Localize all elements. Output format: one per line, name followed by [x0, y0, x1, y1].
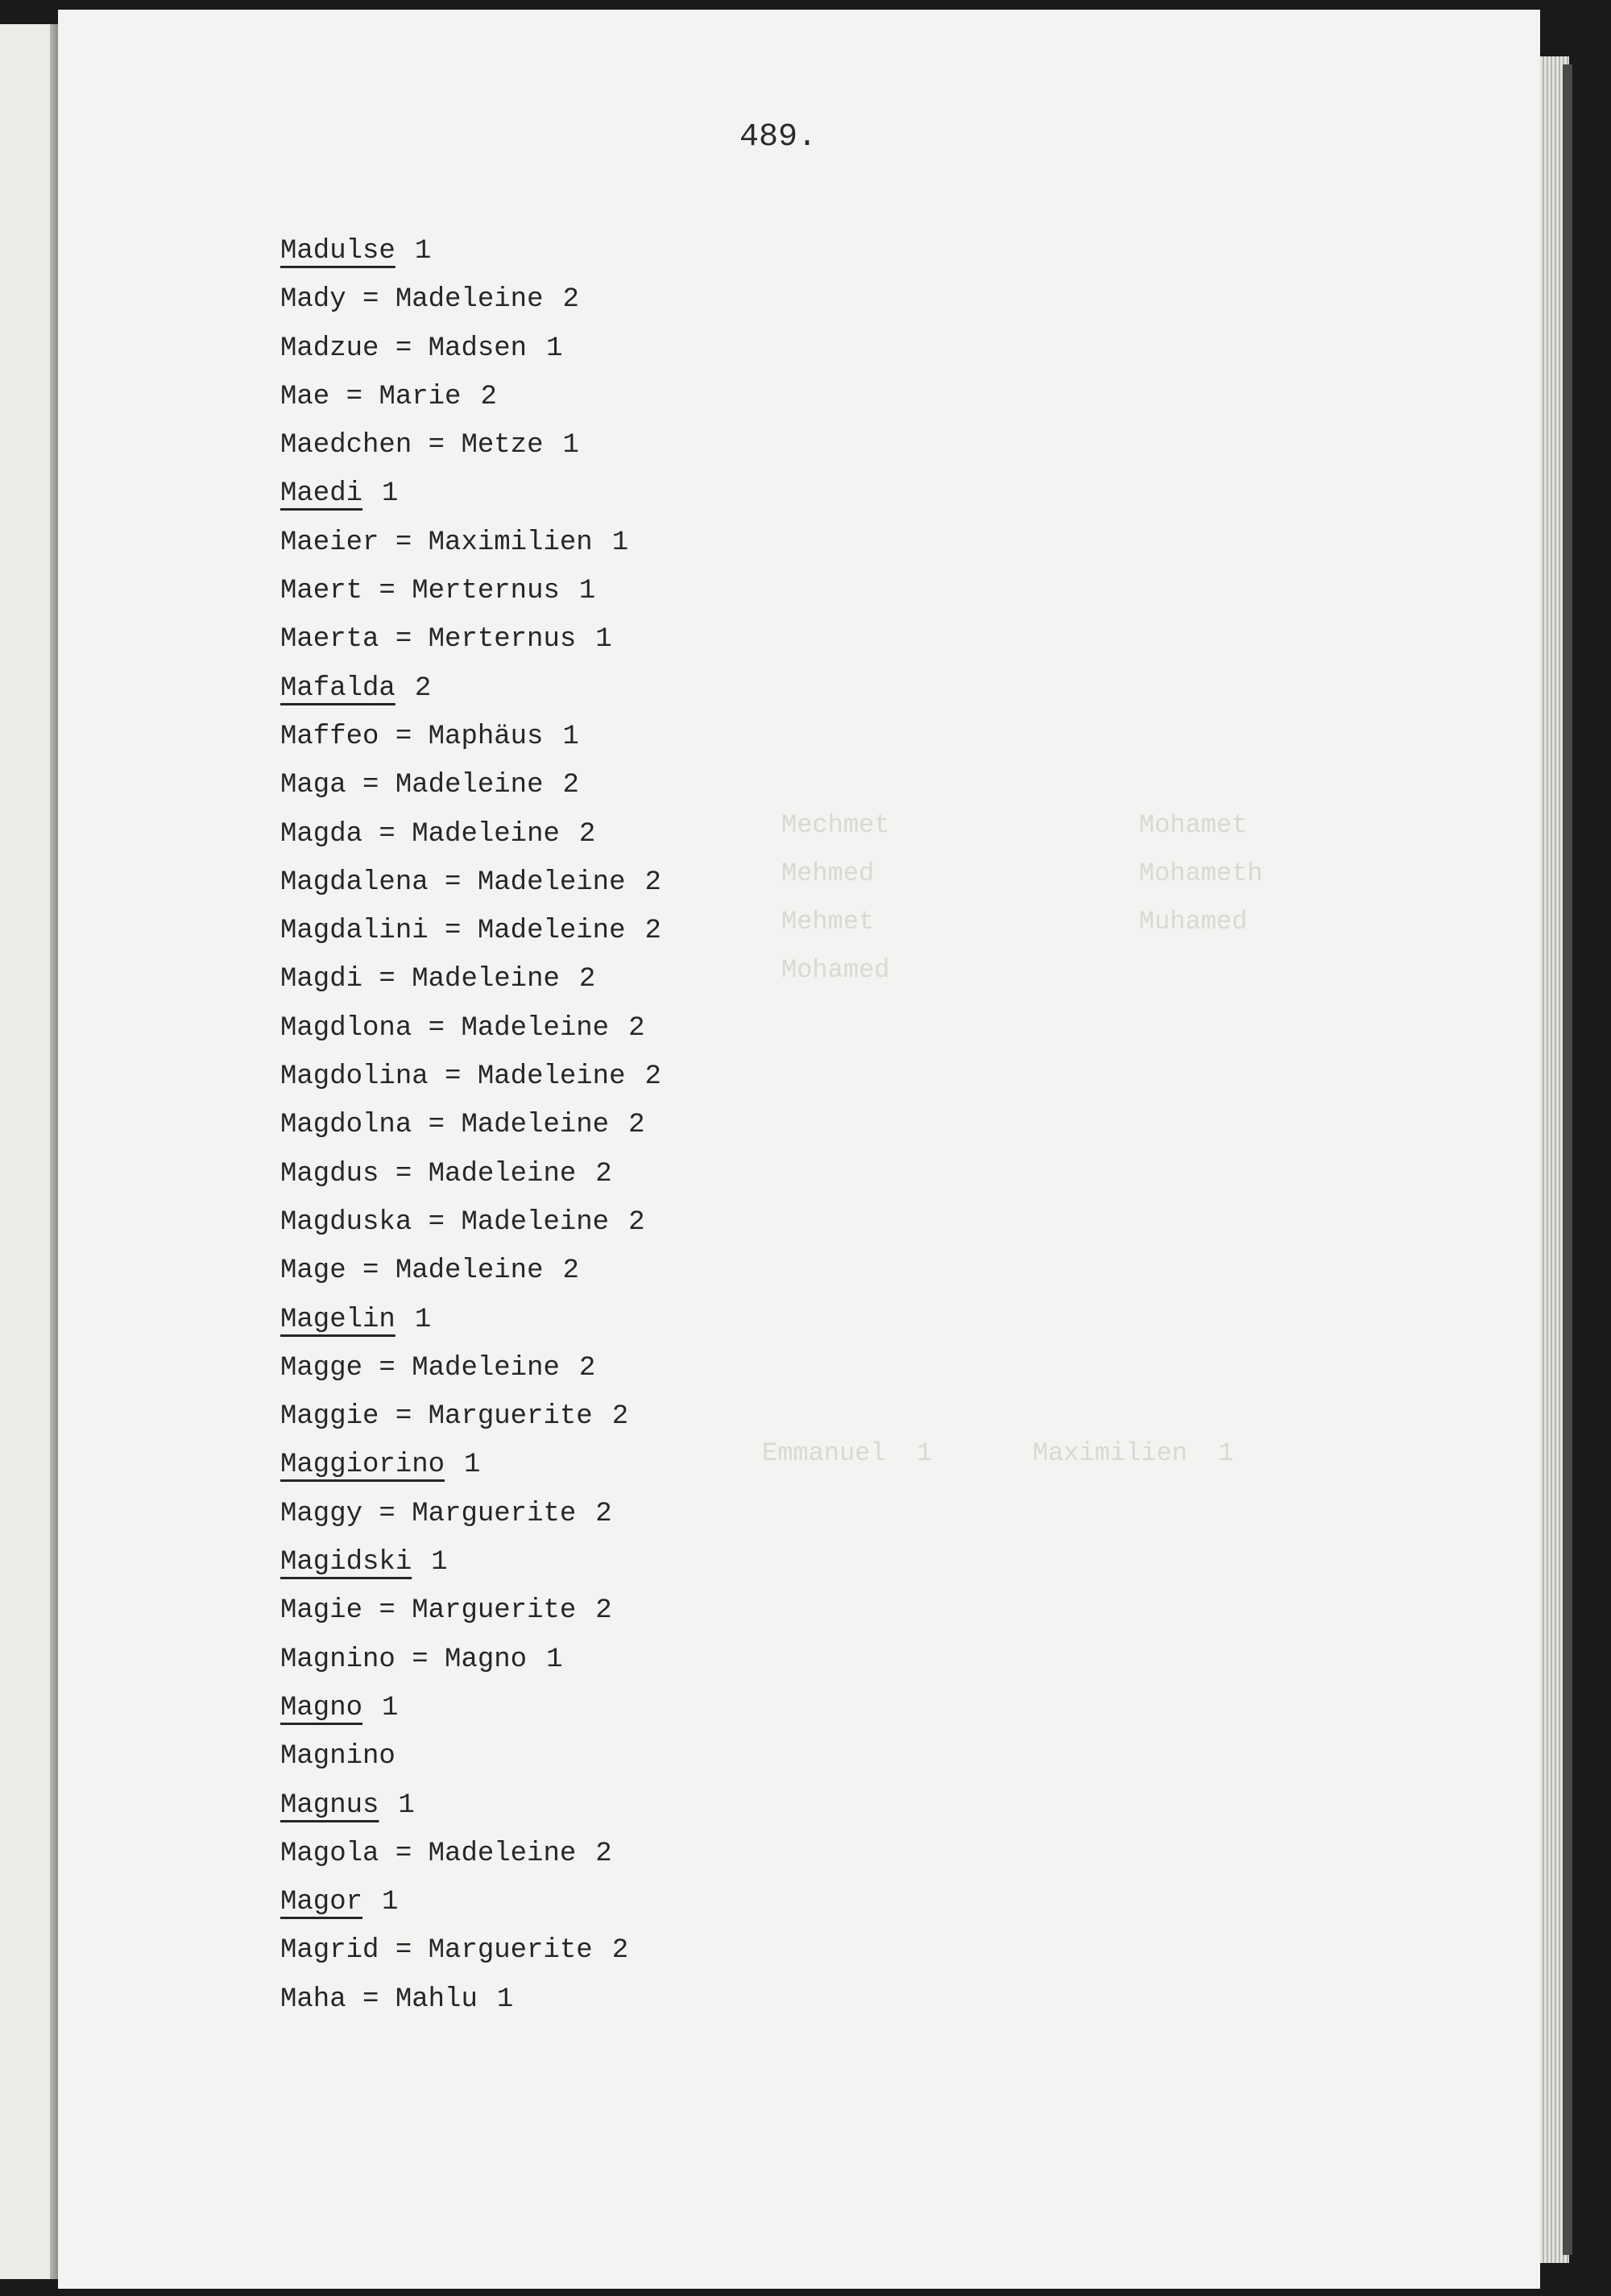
list-item — [280, 1684, 1247, 1732]
entry-name: Magge — [280, 1352, 363, 1384]
list-item — [280, 810, 1247, 858]
equals-sign: = — [412, 1206, 462, 1238]
entry-count: 2 — [595, 1838, 612, 1869]
entry-count: 1 — [546, 1644, 563, 1675]
name-index-list — [280, 227, 1247, 2031]
entry-count: 2 — [644, 1061, 661, 1093]
equals-sign: = — [379, 721, 429, 752]
equals-sign: = — [379, 527, 429, 558]
bleed-through-text: Muhamed — [1139, 907, 1248, 937]
entry-reference: Madeleine — [428, 1158, 577, 1189]
entry-reference: Madeleine — [477, 1061, 626, 1093]
entry-name: Magelin — [280, 1304, 396, 1335]
entry-name: Maggiorino — [280, 1450, 445, 1481]
equals-sign: = — [379, 1401, 429, 1433]
entry-name: Magnino — [280, 1741, 396, 1773]
entry-reference: Metze — [461, 430, 544, 461]
entry-count: 1 — [562, 430, 579, 461]
entry-count: 1 — [595, 624, 612, 656]
equals-sign: = — [428, 1061, 478, 1093]
list-item — [280, 373, 1247, 421]
list-item — [280, 1296, 1247, 1344]
entry-reference: Merternus — [412, 576, 560, 607]
entry-name: Magdolina — [280, 1061, 429, 1093]
entry-reference: Merternus — [428, 624, 577, 656]
entry-count: 2 — [480, 381, 497, 412]
entry-name: Maert — [280, 576, 363, 607]
entry-count: 2 — [595, 1595, 612, 1627]
book-gutter — [50, 24, 58, 2279]
entry-count: 2 — [562, 1256, 579, 1287]
entry-count: 2 — [595, 1498, 612, 1529]
list-item — [280, 1198, 1247, 1247]
entry-count: 2 — [644, 916, 661, 947]
entry-name: Magdus — [280, 1158, 379, 1189]
entry-reference: Madeleine — [461, 1012, 610, 1044]
equals-sign: = — [428, 916, 478, 947]
entry-name: Magdolna — [280, 1110, 412, 1141]
bleed-through-text: Mohameth — [1139, 858, 1263, 888]
equals-sign: = — [362, 1352, 412, 1384]
bleed-through-text: Mohamed — [781, 955, 890, 985]
entry-reference: Madeleine — [461, 1206, 610, 1238]
list-item — [280, 713, 1247, 761]
bleed-through-text: Mohamet — [1139, 810, 1248, 840]
bleed-through-text: Maximilien 1 — [1033, 1438, 1234, 1468]
list-item — [280, 275, 1247, 324]
entry-name: Maga — [280, 770, 346, 801]
list-item — [280, 519, 1247, 567]
entry-count: 2 — [628, 1012, 645, 1044]
entry-name: Magduska — [280, 1206, 412, 1238]
list-item — [280, 1975, 1247, 2024]
entry-count: 1 — [464, 1450, 481, 1481]
equals-sign: = — [412, 430, 462, 461]
entry-name: Mady — [280, 284, 346, 316]
page-stack-shadow — [1563, 64, 1572, 2255]
list-item — [280, 1392, 1247, 1441]
entry-count: 2 — [628, 1206, 645, 1238]
equals-sign: = — [412, 1012, 462, 1044]
entry-reference: Madeleine — [412, 818, 560, 850]
entry-count: 2 — [628, 1110, 645, 1141]
entry-name: Magola — [280, 1838, 379, 1869]
entry-count: 2 — [578, 964, 596, 995]
entry-reference: Madeleine — [395, 284, 544, 316]
entry-count: 1 — [562, 721, 579, 752]
entry-name: Maeier — [280, 527, 379, 558]
equals-sign: = — [379, 624, 429, 656]
entry-count: 2 — [414, 672, 432, 704]
entry-name: Magor — [280, 1887, 363, 1918]
page-number: 489. — [739, 119, 818, 155]
list-item — [280, 227, 1247, 275]
entry-name: Magda — [280, 818, 363, 850]
list-item — [280, 1344, 1247, 1392]
entry-name: Mafalda — [280, 672, 396, 704]
entry-reference: Marguerite — [428, 1401, 593, 1433]
bleed-through-text: Mechmet — [781, 810, 890, 840]
entry-count: 1 — [431, 1547, 448, 1578]
entry-name: Mae — [280, 381, 330, 412]
entry-count: 2 — [611, 1935, 629, 1967]
facing-page-edge — [0, 24, 52, 2279]
entry-name: Maggy — [280, 1498, 363, 1529]
equals-sign: = — [329, 381, 379, 412]
equals-sign: = — [362, 1595, 412, 1627]
entry-reference: Madeleine — [412, 1352, 560, 1384]
list-item — [280, 1490, 1247, 1538]
bleed-through-text: Mehmed — [781, 858, 875, 888]
list-item — [280, 615, 1247, 664]
entry-name: Maerta — [280, 624, 379, 656]
entry-count: 1 — [382, 1692, 399, 1723]
equals-sign: = — [379, 333, 429, 364]
entry-reference: Marguerite — [412, 1595, 577, 1627]
bleed-through-text: Mehmet — [781, 907, 875, 937]
entry-reference: Maximilien — [428, 527, 593, 558]
entry-name: Maggie — [280, 1401, 379, 1433]
equals-sign: = — [362, 1498, 412, 1529]
equals-sign: = — [362, 818, 412, 850]
list-item — [280, 1150, 1247, 1198]
entry-name: Magidski — [280, 1547, 412, 1578]
entry-reference: Madeleine — [477, 867, 626, 898]
list-item — [280, 1247, 1247, 1295]
list-item — [280, 1053, 1247, 1101]
entry-name: Magdi — [280, 964, 363, 995]
entry-name: Magie — [280, 1595, 363, 1627]
list-item — [280, 421, 1247, 470]
entry-name: Mage — [280, 1256, 346, 1287]
equals-sign: = — [346, 284, 396, 316]
entry-count: 1 — [414, 236, 432, 267]
list-item — [280, 1878, 1247, 1926]
entry-reference: Maphäus — [428, 721, 544, 752]
entry-count: 2 — [578, 818, 596, 850]
list-item — [280, 1732, 1247, 1781]
entry-name: Magdalena — [280, 867, 429, 898]
list-item — [280, 1636, 1247, 1684]
entry-reference: Madeleine — [477, 916, 626, 947]
list-item — [280, 1830, 1247, 1878]
entry-name: Maedi — [280, 478, 363, 510]
list-item — [280, 907, 1247, 955]
entry-name: Magdalini — [280, 916, 429, 947]
entry-reference: Madeleine — [461, 1110, 610, 1141]
bleed-through-text: Emmanuel 1 — [762, 1438, 933, 1468]
entry-reference: Madeleine — [412, 964, 560, 995]
equals-sign: = — [379, 1158, 429, 1189]
entry-name: Magdlona — [280, 1012, 412, 1044]
equals-sign: = — [379, 1935, 429, 1967]
equals-sign: = — [346, 1256, 396, 1287]
entry-count: 1 — [414, 1304, 432, 1335]
entry-name: Magnus — [280, 1789, 379, 1821]
entry-count: 1 — [546, 333, 563, 364]
equals-sign: = — [412, 1110, 462, 1141]
entry-name: Magnino — [280, 1644, 396, 1675]
entry-count: 2 — [578, 1352, 596, 1384]
list-item — [280, 955, 1247, 1003]
entry-count: 2 — [562, 284, 579, 316]
entry-reference: Magno — [445, 1644, 528, 1675]
equals-sign: = — [346, 770, 396, 801]
entry-reference: Madsen — [428, 333, 528, 364]
entry-name: Maha — [280, 1984, 346, 2015]
entry-name: Magrid — [280, 1935, 379, 1967]
equals-sign: = — [379, 1838, 429, 1869]
list-item — [280, 325, 1247, 373]
entry-reference: Marie — [379, 381, 462, 412]
entry-count: 1 — [611, 527, 629, 558]
entry-count: 1 — [382, 478, 399, 510]
list-item — [280, 470, 1247, 518]
entry-reference: Madeleine — [428, 1838, 577, 1869]
entry-count: 1 — [496, 1984, 514, 2015]
entry-name: Maedchen — [280, 430, 412, 461]
entry-reference: Marguerite — [412, 1498, 577, 1529]
list-item — [280, 1538, 1247, 1587]
list-item — [280, 1004, 1247, 1053]
equals-sign: = — [362, 964, 412, 995]
entry-count: 2 — [611, 1401, 629, 1433]
entry-name: Maffeo — [280, 721, 379, 752]
list-item — [280, 664, 1247, 713]
entry-name: Madulse — [280, 236, 396, 267]
entry-count: 1 — [398, 1789, 415, 1821]
list-item — [280, 567, 1247, 615]
entry-count: 1 — [578, 576, 596, 607]
equals-sign: = — [428, 867, 478, 898]
entry-reference: Madeleine — [395, 770, 544, 801]
entry-name: Magno — [280, 1692, 363, 1723]
equals-sign: = — [346, 1984, 396, 2015]
list-item — [280, 1101, 1247, 1149]
entry-reference: Marguerite — [428, 1935, 593, 1967]
list-item — [280, 1926, 1247, 1975]
entry-count: 1 — [382, 1887, 399, 1918]
entry-reference: Mahlu — [395, 1984, 478, 2015]
entry-count: 2 — [562, 770, 579, 801]
list-item — [280, 858, 1247, 907]
entry-name: Madzue — [280, 333, 379, 364]
equals-sign: = — [395, 1644, 445, 1675]
list-item — [280, 1441, 1247, 1489]
entry-reference: Madeleine — [395, 1256, 544, 1287]
equals-sign: = — [362, 576, 412, 607]
list-item — [280, 761, 1247, 809]
list-item — [280, 1587, 1247, 1635]
entry-count: 2 — [595, 1158, 612, 1189]
list-item — [280, 1781, 1247, 1830]
entry-count: 2 — [644, 867, 661, 898]
